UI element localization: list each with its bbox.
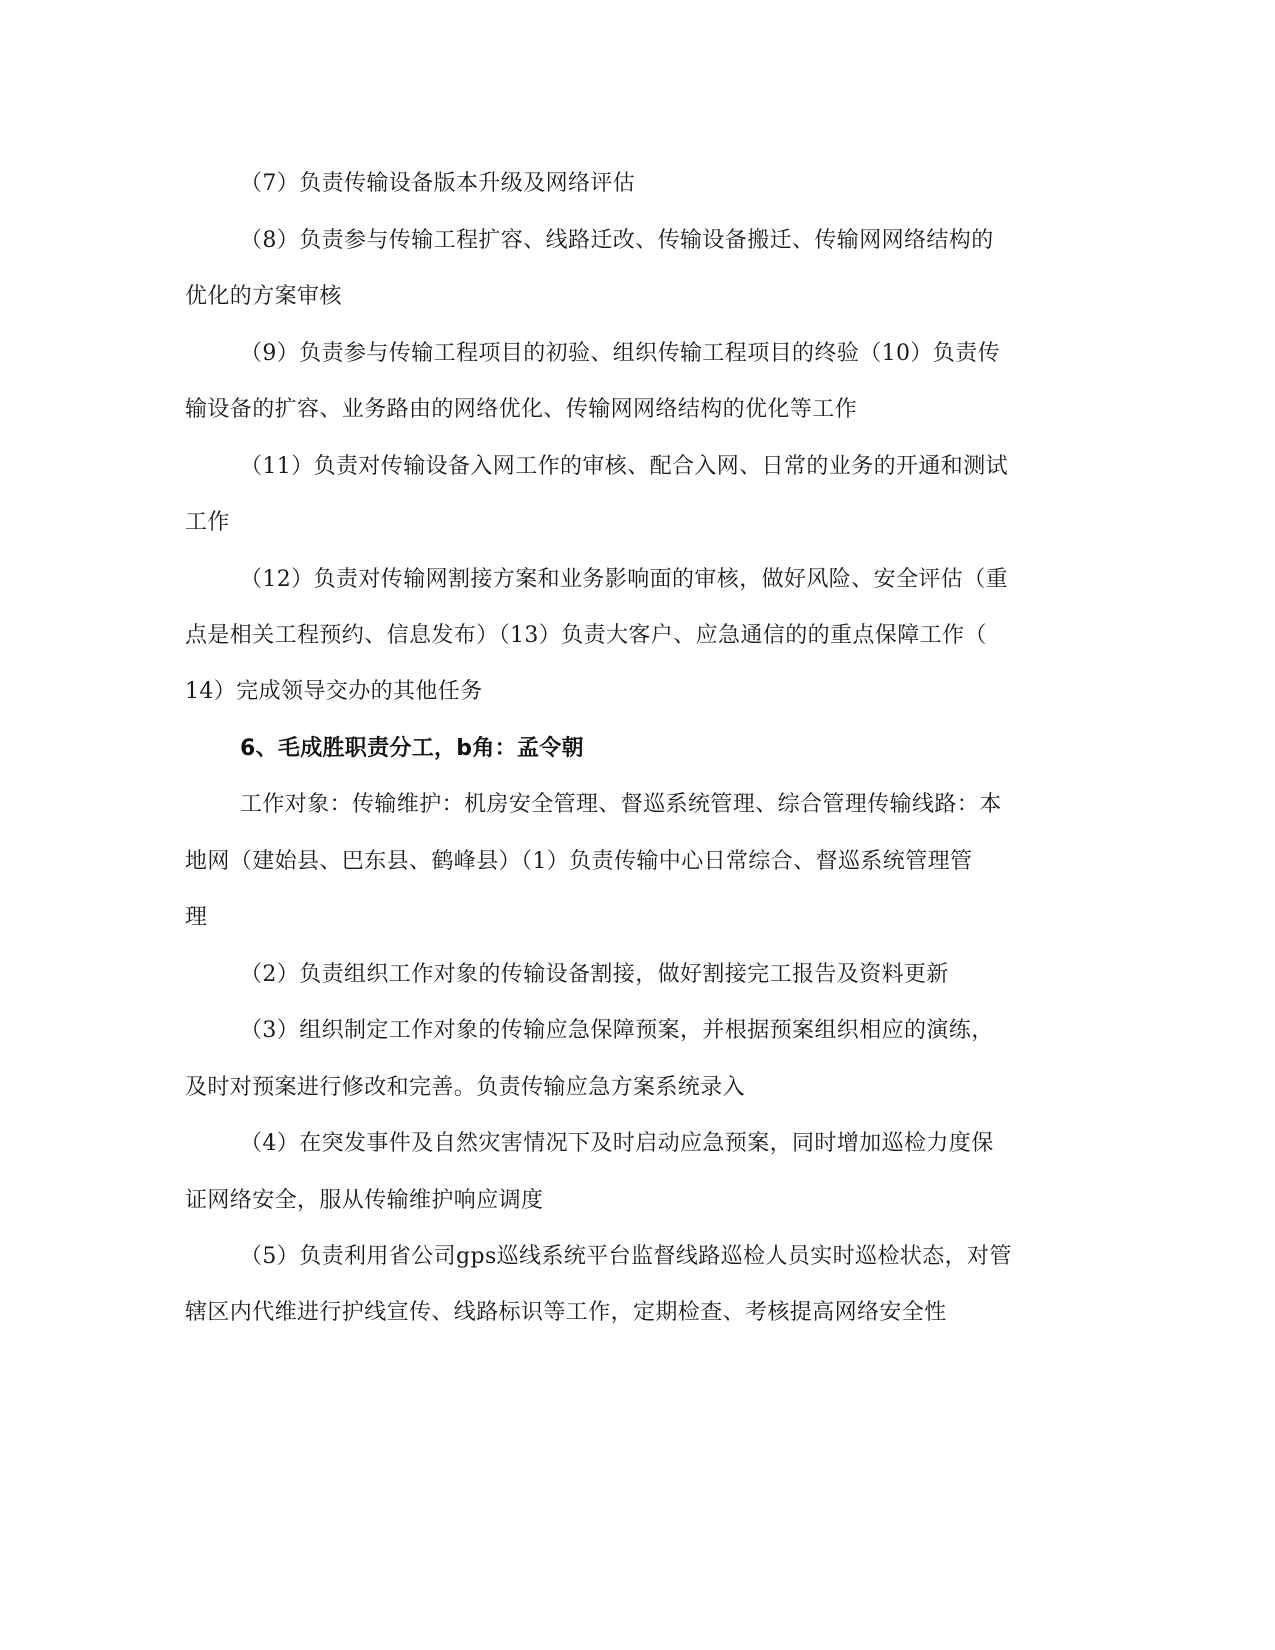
paragraph-8-line-1: （8）负责参与传输工程扩容、线路迁改、传输设备搬迁、传输网网络结构的 bbox=[240, 228, 994, 253]
paragraph-12-line-2: 点是相关工程预约、信息发布）（13）负责大客户、应急通信的的重点保障工作（ bbox=[185, 623, 987, 648]
paragraph-7: （7）负责传输设备版本升级及网络评估 bbox=[240, 171, 636, 196]
item-2: （2）负责组织工作对象的传输设备割接，做好割接完工报告及资料更新 bbox=[240, 962, 949, 987]
item-5-line-2: 辖区内代维进行护线宣传、线路标识等工作，定期检查、考核提高网络安全性 bbox=[185, 1300, 947, 1325]
paragraph-9-line-1: （9）负责参与传输工程项目的初验、组织传输工程项目的终验（10）负责传 bbox=[240, 341, 1000, 366]
paragraph-9-line-2: 输设备的扩容、业务路由的网络优化、传输网网络结构的优化等工作 bbox=[185, 397, 858, 422]
item-3-line-1: （3）组织制定工作对象的传输应急保障预案，并根据预案组织相应的演练， bbox=[240, 1018, 994, 1043]
paragraph-11-line-1: （11）负责对传输设备入网工作的审核、配合入网、日常的业务的开通和测试 bbox=[240, 454, 1008, 479]
section-heading: 6、毛成胜职责分工，b角：孟令朝 bbox=[240, 736, 584, 761]
item-4-line-1: （4）在突发事件及自然灾害情况下及时启动应急预案，同时增加巡检力度保 bbox=[240, 1131, 994, 1156]
work-object-line-3: 理 bbox=[185, 905, 208, 930]
paragraph-12-line-1: （12）负责对传输网割接方案和业务影响面的审核，做好风险、安全评估（重 bbox=[240, 567, 1008, 592]
item-5-line-1: （5）负责利用省公司gps巡线系统平台监督线路巡检人员实时巡检状态，对管 bbox=[240, 1244, 1012, 1269]
item-3-line-2: 及时对预案进行修改和完善。负责传输应急方案系统录入 bbox=[185, 1075, 746, 1100]
paragraph-8-line-2: 优化的方案审核 bbox=[185, 284, 342, 309]
item-4-line-2: 证网络安全，服从传输维护响应调度 bbox=[185, 1188, 544, 1213]
work-object-line-1: 工作对象：传输维护：机房安全管理、督巡系统管理、综合管理传输线路：本 bbox=[240, 792, 1002, 817]
paragraph-12-line-3: 14）完成领导交办的其他任务 bbox=[185, 679, 483, 704]
work-object-line-2: 地网（建始县、巴东县、鹤峰县）（1）负责传输中心日常综合、督巡系统管理管 bbox=[185, 849, 973, 874]
paragraph-11-line-2: 工作 bbox=[185, 510, 230, 535]
